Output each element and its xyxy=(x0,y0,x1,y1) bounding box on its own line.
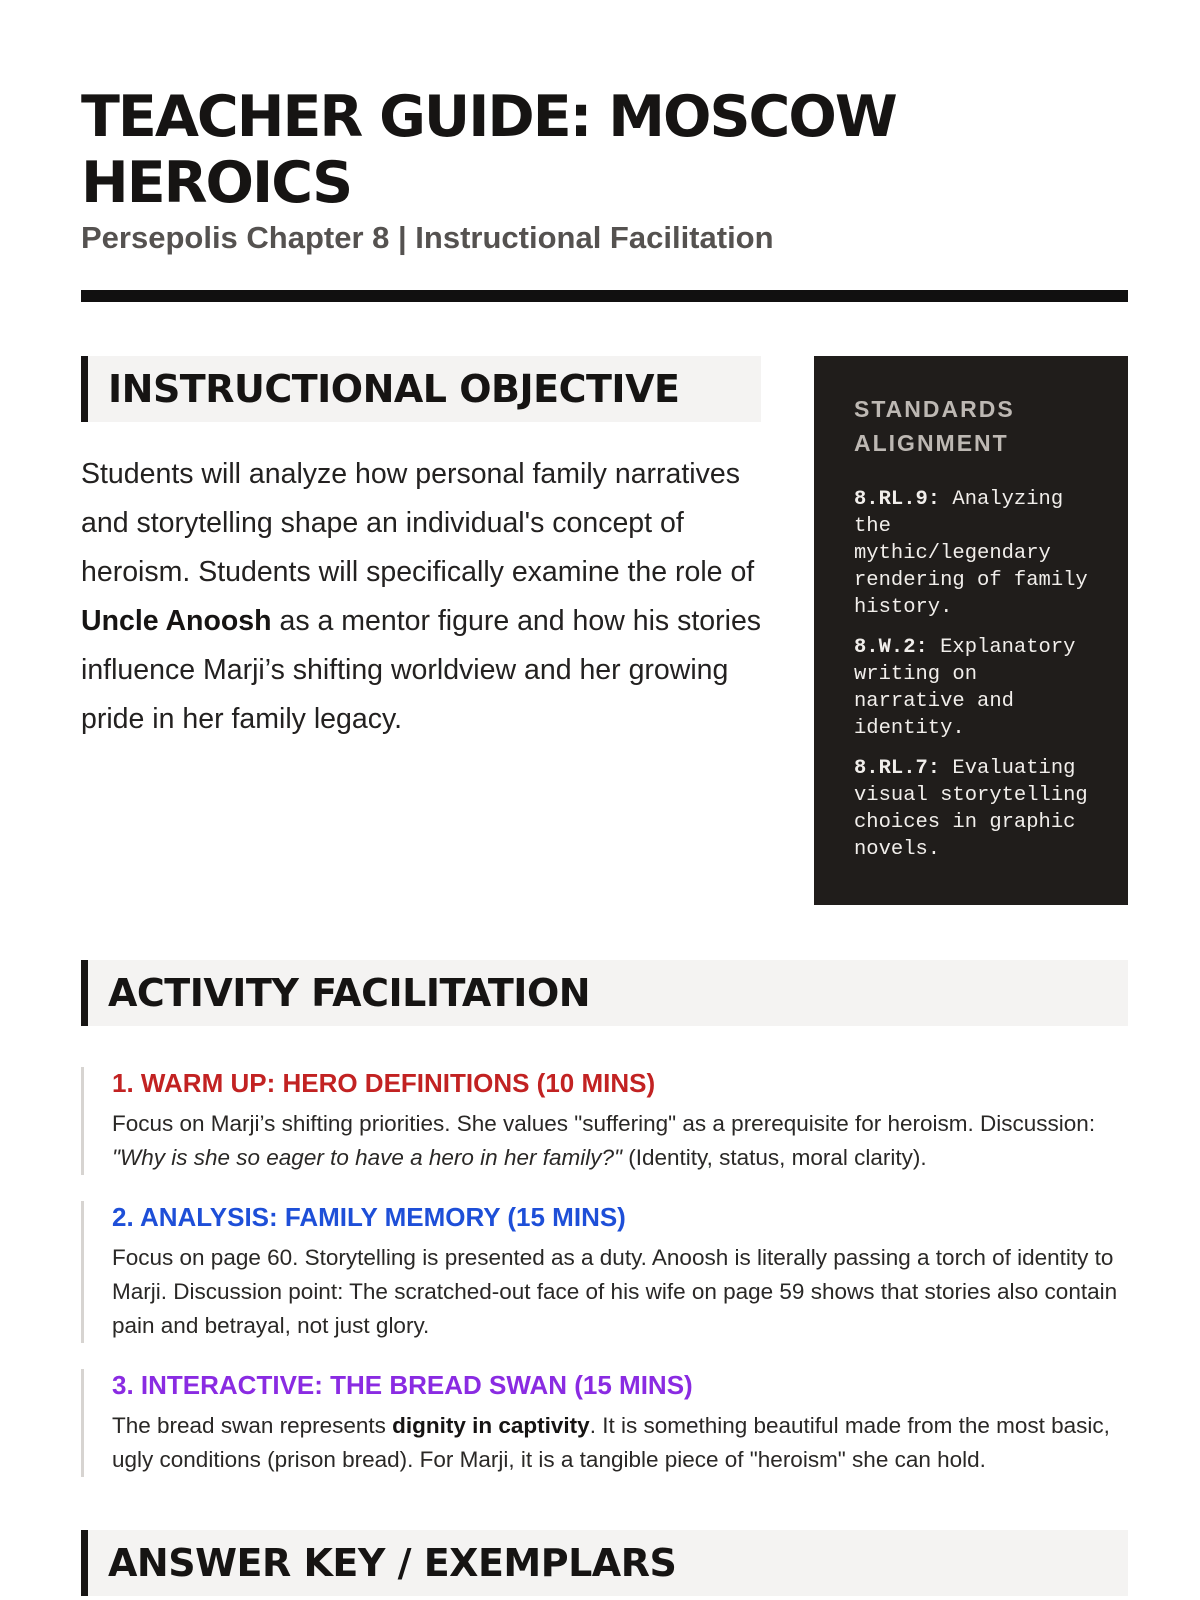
answer-key-section-header xyxy=(81,1530,1128,1596)
activity-description: Focus on page 60. Storytelling is presented as a duty. Anoosh is literally passing a torch of identity to Marji. Discussion point: The scratched-out face of his wife on page 59 shows that stories also contain pain and betrayal, not just glory. xyxy=(112,1245,1118,1338)
standard-description: Analyzing the mythic/legendary rendering of family history. xyxy=(854,488,1088,619)
objective-heading: INSTRUCTIONAL OBJECTIVE xyxy=(108,367,680,411)
activity-warm-up xyxy=(81,1067,1128,1175)
activity-text: (Identity, status, moral clarity). xyxy=(621,1145,927,1170)
activity-description xyxy=(112,1107,1128,1175)
standard-item xyxy=(854,486,1098,621)
answer-key-heading: ANSWER KEY / EXEMPLARS xyxy=(108,1541,677,1585)
standards-alignment-box xyxy=(814,356,1128,905)
activity-interactive xyxy=(81,1369,1128,1477)
activity-analysis xyxy=(81,1201,1128,1343)
objective-text-end: as a mentor figure and how his stories influence Marji’s shifting worldview and her growing pride in her family legacy. xyxy=(81,605,762,735)
activity-title: 2. ANALYSIS: FAMILY MEMORY (15 MINS) xyxy=(112,1202,626,1232)
activity-title: 3. INTERACTIVE: THE BREAD SWAN (15 MINS) xyxy=(112,1370,693,1400)
page-title: TEACHER GUIDE: MOSCOW HEROICS xyxy=(81,84,896,216)
standards-heading: STANDARDS ALIGNMENT xyxy=(854,396,1015,456)
activity-title: 1. WARM UP: HERO DEFINITIONS (10 MINS) xyxy=(112,1068,656,1098)
discussion-question: "Why is she so eager to have a hero in her family?" xyxy=(112,1145,622,1170)
activity-text: The bread swan represents xyxy=(112,1413,393,1438)
standard-code: 8.W.2: xyxy=(854,636,928,659)
objective-text-emphasis: Uncle Anoosh xyxy=(81,605,272,637)
objective-text-start: Students will analyze how personal family narratives and storytelling shape an individual's concept of heroism. Students will specifically examine the role of xyxy=(81,458,755,588)
standard-code: 8.RL.7: xyxy=(854,757,941,780)
title-divider xyxy=(81,290,1128,302)
standard-description: Explanatory writing on narrative and identity. xyxy=(854,636,1076,740)
activity-text: Focus on Marji’s shifting priorities. She values "suffering" as a prerequisite for heroism. Discussion: xyxy=(112,1111,1096,1136)
standard-item xyxy=(854,634,1098,742)
standard-description: Evaluating visual storytelling choices in graphic novels. xyxy=(854,757,1088,861)
activity-heading: ACTIVITY FACILITATION xyxy=(108,971,591,1015)
objective-text xyxy=(81,450,771,744)
page-subtitle: Persepolis Chapter 8 | Instructional Facilitation xyxy=(81,220,774,255)
activity-emphasis: dignity in captivity xyxy=(392,1413,590,1438)
activity-section-header xyxy=(81,960,1128,1026)
standard-item xyxy=(854,755,1098,863)
standard-code: 8.RL.9: xyxy=(854,488,941,511)
activity-text: . It is something beautiful made from the most basic, ugly conditions (prison bread). For Marji, it is a tangible piece of "heroism" she can hold. xyxy=(112,1413,1110,1472)
activity-description xyxy=(112,1409,1128,1477)
objective-section-header xyxy=(81,356,761,422)
